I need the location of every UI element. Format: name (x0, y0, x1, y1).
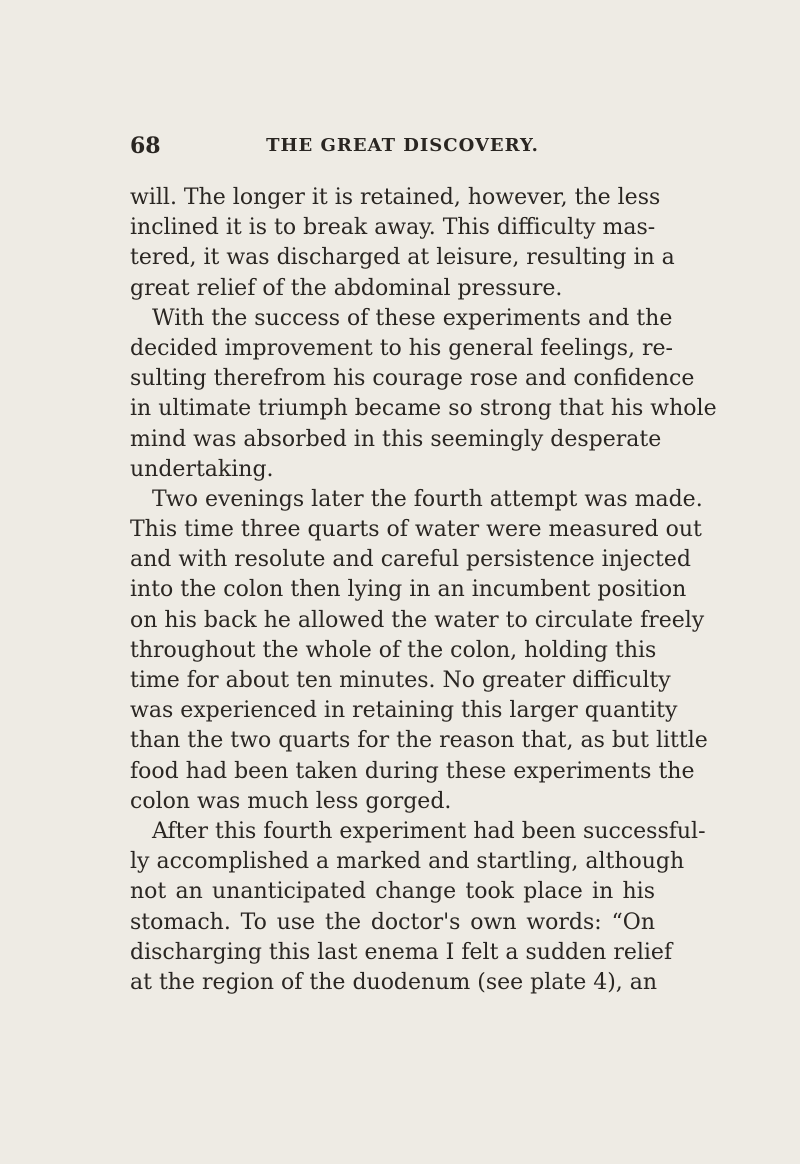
text-line: on his back he allowed the water to circulate freely (130, 607, 705, 633)
text-line: tered, it was discharged at leisure, resulting in a (130, 245, 675, 271)
text-line: will. The longer it is retained, however, the less (130, 185, 661, 210)
text-line: inclined it is to break away. This difficulty mas- (130, 215, 656, 241)
text-line: ly accomplished a marked and startling, although (130, 849, 685, 875)
text-line: sulting therefrom his courage rose and confidence (130, 366, 695, 392)
text-line: not an unanticipated change took place in his (130, 879, 655, 905)
text-line: than the two quarts for the reason that, as but little (130, 728, 708, 754)
text-line: and with resolute and careful persistence injected (130, 547, 691, 573)
text-line: food had been taken during these experiments the (130, 758, 695, 784)
page-number: 68 (130, 133, 161, 159)
text-line: time for about ten minutes. No greater difficulty (130, 668, 671, 693)
text-line: discharging this last enema I felt a sudden relief (130, 939, 673, 965)
text-line: into the colon then lying in an incumbent position (130, 577, 687, 603)
text-line: colon was much less gorged. (130, 788, 452, 814)
running-head (130, 133, 675, 163)
text-line: great relief of the abdominal pressure. (130, 275, 563, 301)
text-line: After this fourth experiment had been successful- (152, 818, 706, 844)
text-line: in ultimate triumph became so strong that his whole (130, 396, 717, 422)
body-text (130, 183, 717, 998)
text-line: This time three quarts of water were measured out (130, 517, 702, 543)
text-line: was experienced in retaining this larger quantity (130, 698, 678, 724)
text-line: With the success of these experiments and the (152, 305, 673, 331)
text-line: at the region of the duodenum (see plate 4), an (130, 969, 658, 995)
text-line: decided improvement to his general feelings, re- (130, 335, 673, 361)
text-line: stomach. To use the doctor's own words: “On (130, 909, 655, 935)
text-line: throughout the whole of the colon, holding this (130, 637, 657, 663)
text-line: mind was absorbed in this seemingly desperate (130, 426, 662, 452)
text-line: undertaking. (130, 456, 274, 482)
running-title: THE GREAT DISCOVERY. (266, 135, 539, 156)
text-line: Two evenings later the fourth attempt was made. (152, 486, 703, 512)
